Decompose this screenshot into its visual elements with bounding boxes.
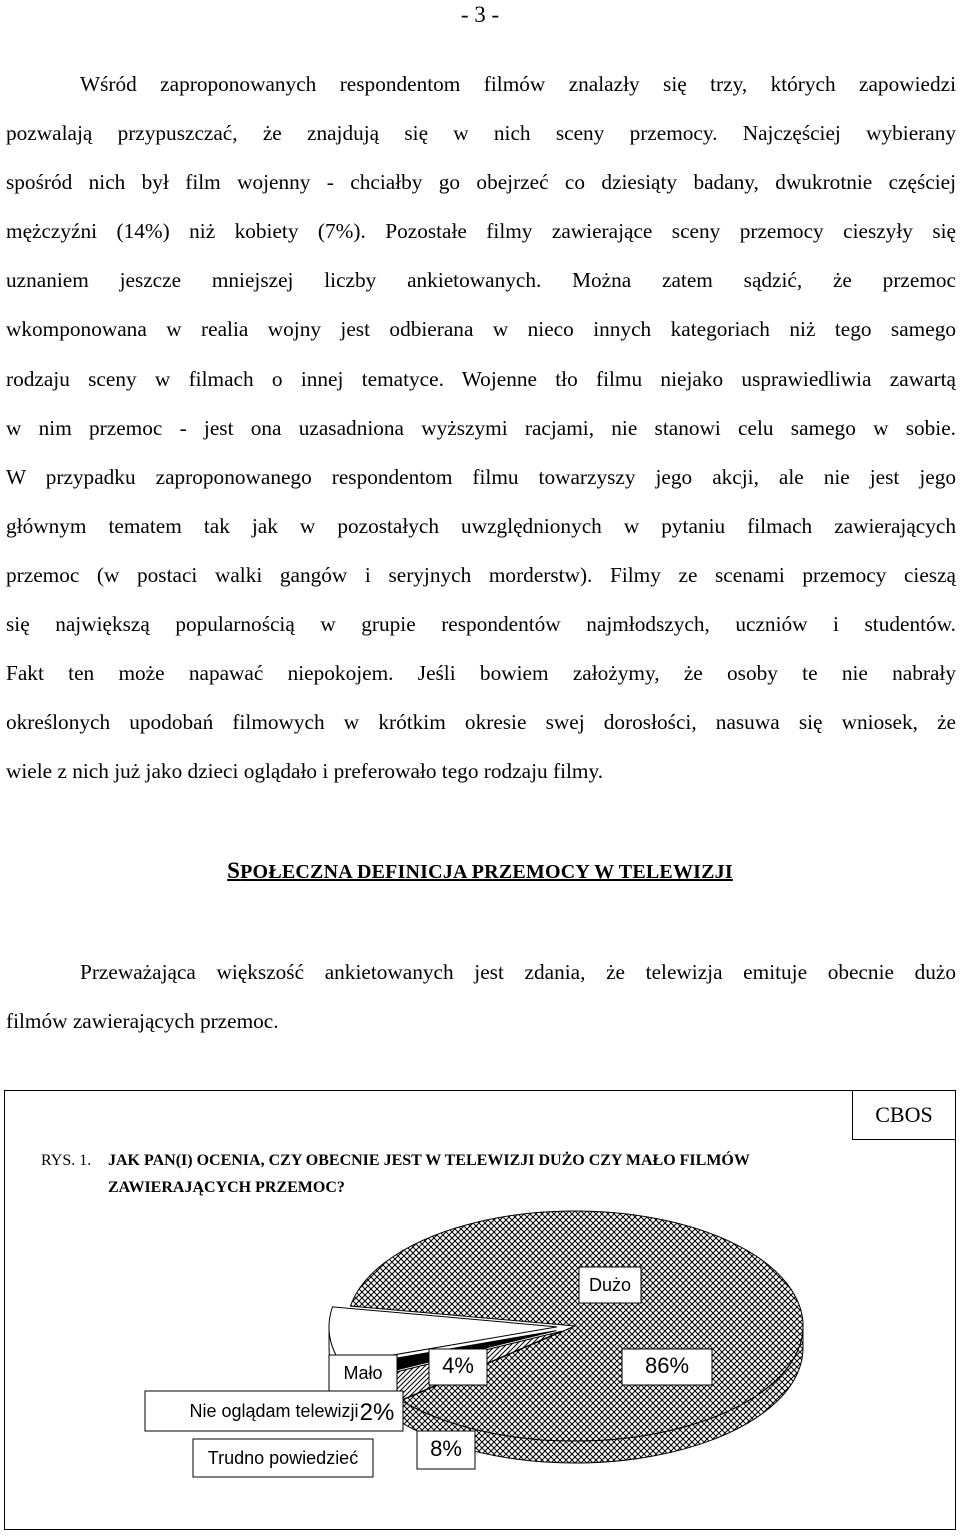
heading-initial: S [227, 858, 241, 883]
heading-rest: POŁECZNA DEFINICJA PRZEMOCY W TELEWIZJI [240, 861, 733, 883]
text-line: W przypadku zaproponowanego respondentom filmu towarzyszy jego akcji, ale nie jest jego [6, 464, 956, 489]
text-line: przemoc (w postaci walki gangów i seryjnych morderstw). Filmy ze scenami przemocy cieszą [6, 562, 956, 587]
text-line: uznaniem jeszcze mniejszej liczby ankietowanych. Można zatem sądzić, że przemoc [6, 268, 956, 293]
text-line: wiele z nich już jako dzieci oglądało i preferowało tego rodzaju filmy. [6, 759, 604, 784]
text-line: spośród nich był film wojenny - chciałby go obejrzeć co dziesiąty badany, dwukrotnie częściej [6, 170, 956, 195]
slice-label-duzo: Dużo [588, 1275, 632, 1295]
value-label-8: 8% [430, 1436, 462, 1461]
section-heading [0, 858, 960, 884]
page-number: - 3 - [460, 2, 500, 27]
text-line: mężczyźni (14%) niż kobiety (7%). Pozostałe filmy zawierające sceny przemocy cieszyły się [6, 219, 956, 244]
figure-box [4, 1090, 956, 1530]
slice-label-trudno: Trudno powiedzieć [207, 1448, 359, 1468]
paragraph-1 [6, 60, 956, 796]
figure-title: JAK PAN(I) OCENIA, CZY OBECNIE JEST W TELEWIZJI DUŻO CZY MAŁO FILMÓW ZAWIERAJĄCYCH PRZEMOC? [108, 1152, 750, 1196]
value-label-4: 4% [442, 1353, 474, 1378]
pie-chart [5, 1091, 957, 1531]
text-line: Wśród zaproponowanych respondentom filmów znalazły się trzy, których zapowiedzi [80, 72, 956, 96]
text-line: wkomponowana w realia wojny jest odbierana w nieco innych kategoriach niż tego samego [6, 317, 956, 342]
figure-label: RYS. 1. [41, 1152, 92, 1169]
text-line: głównym tematem tak jak w pozostałych uwzględnionych w pytaniu filmach zawierających [6, 513, 956, 538]
text-line: rodzaju sceny w filmach o innej tematyce. Wojenne tło filmu niejako usprawiedliwia zawartą [6, 366, 956, 391]
text-line: filmów zawierających przemoc. [6, 1009, 279, 1034]
text-line: pozwalają przypuszczać, że znajdują się w nich sceny przemocy. Najczęściej wybierany [6, 121, 956, 146]
paragraph-2 [6, 948, 956, 1046]
slice-label-nie-ogladam: Nie oglądam telewizji [189, 1401, 359, 1421]
source-badge: CBOS [852, 1090, 956, 1140]
text-line: w nim przemoc - jest ona uzasadniona wyższymi racjami, nie stanowi celu samego w sobie. [6, 415, 956, 440]
text-line: się największą popularnością w grupie respondentów najmłodszych, uczniów i studentów. [6, 612, 956, 637]
value-label-86: 86% [644, 1353, 690, 1378]
text-line: Fakt ten może napawać niepokojem. Jeśli bowiem założymy, że osoby te nie nabrały [6, 661, 956, 686]
value-label-2: 2% [359, 1399, 395, 1426]
text-line: określonych upodobań filmowych w krótkim okresie swej dorosłości, nasuwa się wniosek, że [6, 710, 956, 735]
slice-label-malo: Mało [343, 1363, 383, 1383]
text-line: Przeważająca większość ankietowanych jest zdania, że telewizja emituje obecnie dużo [80, 960, 956, 984]
